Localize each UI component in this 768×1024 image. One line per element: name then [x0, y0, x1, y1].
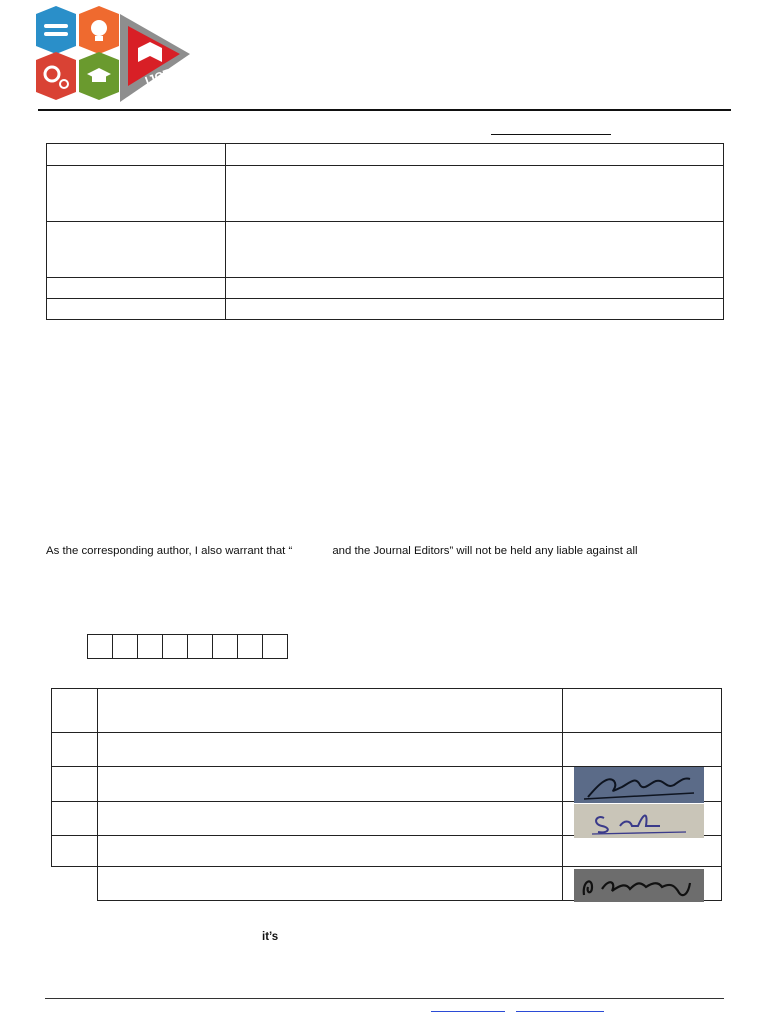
authors-header-row — [52, 689, 722, 733]
footer-link-1[interactable] — [431, 1011, 505, 1012]
code-box[interactable] — [138, 635, 163, 659]
info-row — [47, 144, 724, 166]
code-box[interactable] — [263, 635, 288, 659]
code-box[interactable] — [213, 635, 238, 659]
footer-rule — [45, 998, 724, 999]
warranty-suffix: and the Journal Editors” will not be held any liable against all — [332, 545, 638, 557]
code-box[interactable] — [188, 635, 213, 659]
author-row — [52, 836, 722, 867]
underline-blank — [491, 134, 611, 135]
code-boxes — [87, 634, 288, 659]
warranty-sentence — [46, 544, 724, 558]
info-row — [47, 166, 724, 222]
author-row — [52, 733, 722, 767]
signature-image-simal — [574, 804, 704, 838]
code-box[interactable] — [238, 635, 263, 659]
code-box[interactable] — [88, 635, 113, 659]
warranty-prefix: As the corresponding author, I also warrant that “ — [46, 545, 293, 557]
svg-text:IJCRT: IJCRT — [143, 63, 181, 89]
info-row — [47, 299, 724, 320]
footer-link-2[interactable] — [516, 1011, 604, 1012]
info-row — [47, 278, 724, 299]
signature-image-saranya — [574, 869, 704, 902]
ijcrt-logo — [30, 4, 200, 106]
code-box[interactable] — [113, 635, 138, 659]
signature-image-nitha — [574, 767, 704, 803]
its-text: it’s — [262, 931, 279, 943]
manuscript-info-table — [46, 143, 724, 320]
info-row — [47, 222, 724, 278]
header-rule — [38, 109, 731, 111]
code-box[interactable] — [163, 635, 188, 659]
